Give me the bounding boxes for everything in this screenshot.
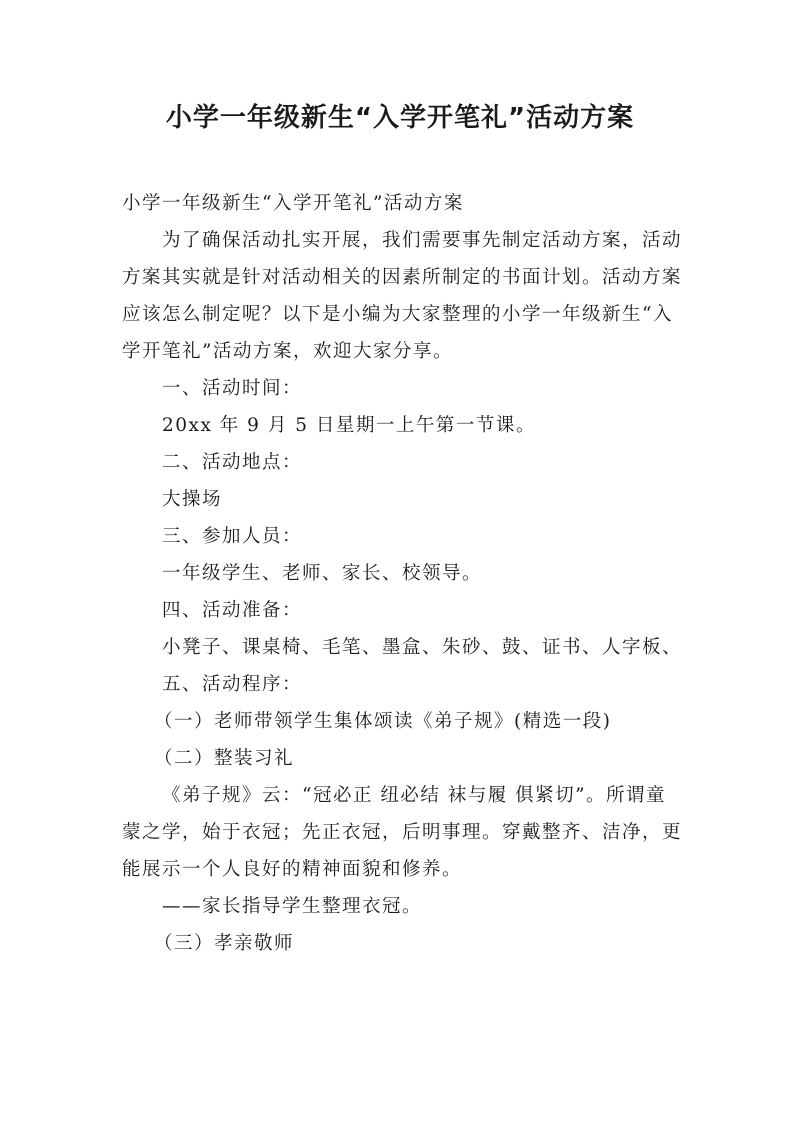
section-text-place: 大操场 [162, 489, 223, 510]
section-heading-time: 一、活动时间： [162, 378, 303, 399]
section-text-time: 20xx 年 9 月 5 日星期一上午第一节课。 [162, 415, 536, 436]
section-heading-prep: 四、活动准备： [162, 600, 303, 621]
procedure-step-2: （二）整装习礼 [154, 748, 295, 769]
section-heading-place: 二、活动地点： [162, 452, 303, 473]
document-body [122, 185, 686, 962]
document-subtitle: 小学一年级新生“入学开笔礼”活动方案 [122, 193, 464, 214]
intro-paragraph: 为了确保活动扎实开展，我们需要事先制定活动方案，活动方案其实就是针对活动相关的因素所制定的书面计划。活动方案应该怎么制定呢？以下是小编为大家整理的小学一年级新生“入学开笔礼”活动方案，欢迎大家分享。 [122, 230, 683, 362]
section-heading-people: 三、参加人员： [162, 526, 303, 547]
procedure-step-3: （三）孝亲敬师 [154, 933, 295, 954]
procedure-step-2-text: 《弟子规》云：“冠必正 纽必结 袜与履 俱紧切”。所谓童蒙之学，始于衣冠；先正衣冠，后明事理。穿戴整齐、洁净，更能展示一个人良好的精神面貌和修养。 [122, 785, 683, 880]
procedure-step-1: （一）老师带领学生集体颂读《弟子规》(精选一段) [154, 711, 612, 732]
section-text-people: 一年级学生、老师、家长、校领导。 [162, 563, 483, 584]
section-text-prep: 小凳子、课桌椅、毛笔、墨盒、朱砂、鼓、证书、人字板、 [162, 637, 683, 658]
document-title: 小学一年级新生“入学开笔礼”活动方案 [165, 103, 635, 133]
procedure-step-2-note: ——家长指导学生整理衣冠。 [162, 896, 423, 917]
section-heading-procedure: 五、活动程序： [162, 674, 303, 695]
